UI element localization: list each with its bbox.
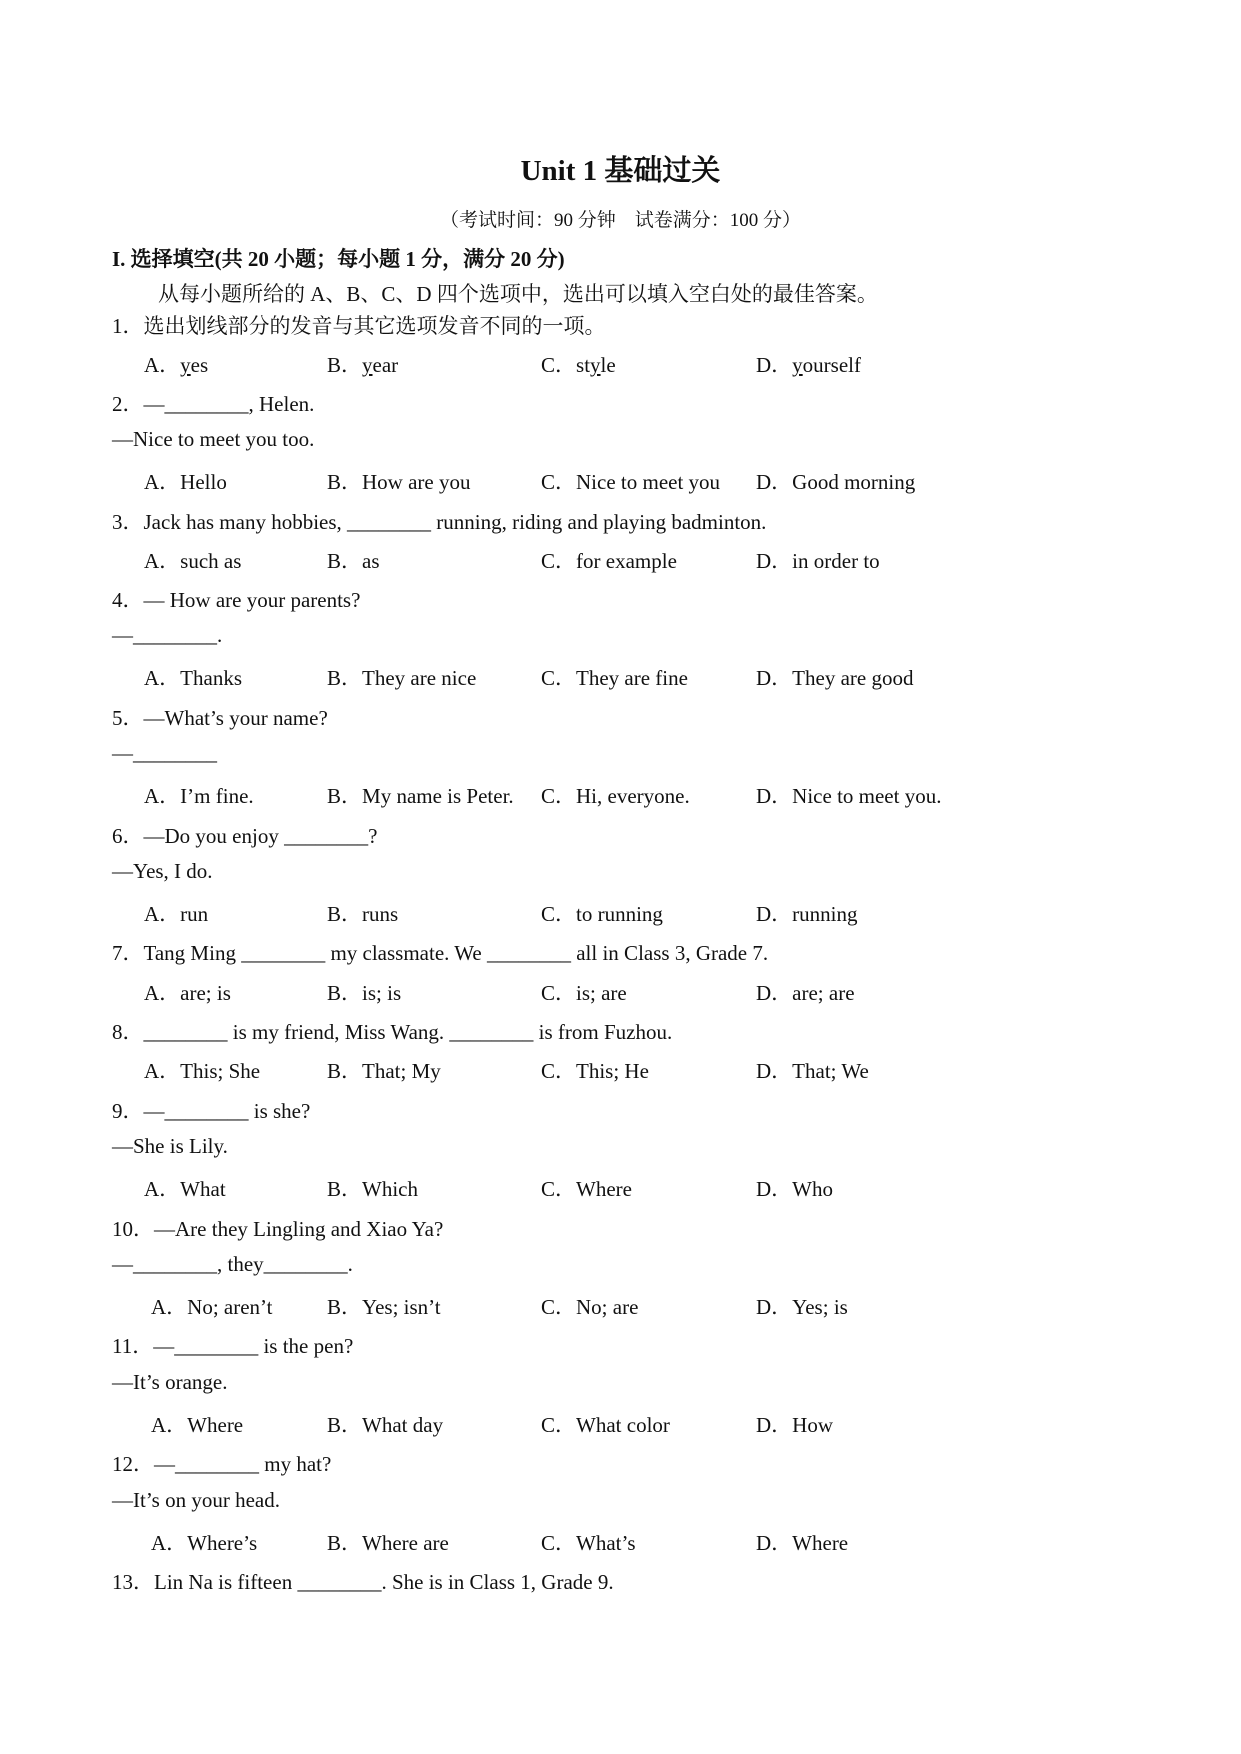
question-answer-line: —________. [112,623,223,647]
option-c: C．Where [541,1177,632,1201]
option-b: B．That; My [327,1059,441,1083]
question-stem: 3．Jack has many hobbies, ________ running, riding and playing badminton. [112,510,767,534]
question-stem: 13．Lin Na is fifteen ________. She is in Class 1, Grade 9. [112,1570,614,1594]
option-b: B．They are nice [327,666,477,690]
option-b: B．as [327,549,380,573]
option-a: A．run [144,902,209,926]
question-answer-line: —________ [112,741,217,765]
option-c: C．Hi, everyone. [541,784,690,808]
option-a: A．yes [144,353,209,377]
option-b: B．Which [327,1177,418,1201]
option-c: C．style [541,353,616,377]
option-a: A．I’m fine. [144,784,254,808]
option-b: B．is; is [327,981,402,1005]
option-b: B．Yes; isn’t [327,1295,441,1319]
option-d: D．are; are [756,981,855,1005]
option-a: A．such as [144,549,242,573]
section-heading: I. 选择填空(共 20 小题；每小题 1 分，满分 20 分) [112,247,565,271]
question-stem: 1．选出划线部分的发音与其它选项发音不同的一项。 [112,314,606,338]
option-a: A．Where [151,1413,244,1437]
question-stem: 4．— How are your parents? [112,588,361,612]
option-d: D．Nice to meet you. [756,784,942,808]
option-d: D．They are good [756,666,914,690]
option-d: D．in order to [756,549,880,573]
question-stem: 11．—________ is the pen? [112,1334,354,1358]
option-d: D．Where [756,1531,849,1555]
question-stem: 7．Tang Ming ________ my classmate. We ________ all in Class 3, Grade 7. [112,941,769,965]
option-c: C．This; He [541,1059,649,1083]
page-title: Unit 1 基础过关 [520,155,721,187]
question-answer-line: —________, they________. [112,1252,353,1276]
option-d: D．Who [756,1177,833,1201]
option-d: D．Good morning [756,470,916,494]
option-a: A．Where’s [151,1531,258,1555]
option-c: C．to running [541,902,663,926]
section-instruction: 从每小题所给的 A、B、C、D 四个选项中，选出可以填入空白处的最佳答案。 [158,282,878,306]
option-c: C．They are fine [541,666,688,690]
option-d: D．yourself [756,353,861,377]
question-answer-line: —It’s on your head. [112,1488,280,1512]
option-d: D．Yes; is [756,1295,848,1319]
question-answer-line: —She is Lily. [112,1134,228,1158]
option-c: C．for example [541,549,677,573]
question-stem: 2．—________, Helen. [112,392,315,416]
question-stem: 5．—What’s your name? [112,706,328,730]
option-a: A．This; She [144,1059,261,1083]
option-d: D．running [756,902,858,926]
question-answer-line: —Nice to meet you too. [112,427,315,451]
option-b: B．How are you [327,470,471,494]
exam-info: （考试时间：90 分钟 试卷满分：100 分） [439,210,801,231]
option-c: C．is; are [541,981,627,1005]
option-b: B．Where are [327,1531,449,1555]
question-answer-line: —It’s orange. [112,1370,228,1394]
option-a: A．What [144,1177,226,1201]
option-c: C．What color [541,1413,670,1437]
question-stem: 9．—________ is she? [112,1099,311,1123]
option-b: B．What day [327,1413,444,1437]
option-b: B．runs [327,902,399,926]
option-d: D．How [756,1413,834,1437]
option-c: C．What’s [541,1531,636,1555]
question-stem: 12．—________ my hat? [112,1452,332,1476]
question-stem: 8．________ is my friend, Miss Wang. ________ is from Fuzhou. [112,1020,673,1044]
question-stem: 10．—Are they Lingling and Xiao Ya? [112,1217,444,1241]
option-b: B．year [327,353,399,377]
question-answer-line: —Yes, I do. [112,859,213,883]
option-a: A．Hello [144,470,227,494]
option-a: A．are; is [144,981,231,1005]
option-c: C．Nice to meet you [541,470,721,494]
option-d: D．That; We [756,1059,869,1083]
option-c: C．No; are [541,1295,639,1319]
question-stem: 6．—Do you enjoy ________? [112,824,378,848]
option-a: A．No; aren’t [151,1295,273,1319]
option-b: B．My name is Peter. [327,784,514,808]
option-a: A．Thanks [144,666,242,690]
